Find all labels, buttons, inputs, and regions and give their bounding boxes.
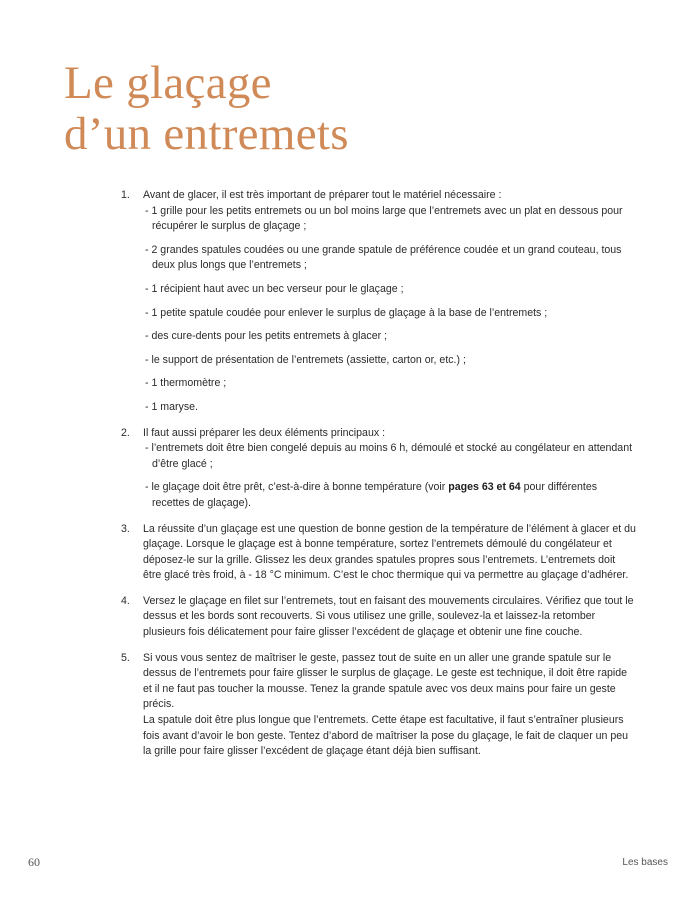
equipment-item: - 2 grandes spatules coudées ou une grande spatule de préférence coudée et un grand couteau, tous deux plus longs que l’entremets ; xyxy=(145,243,622,272)
page-title xyxy=(64,58,349,160)
step-number: 1. xyxy=(121,189,130,201)
section-name: Les bases xyxy=(622,857,668,868)
page-reference-link[interactable]: pages 63 et 64 xyxy=(448,481,521,494)
step-text: Versez le glaçage en filet sur l’entremets, tout en faisant des mouvements circulaires. Vérifiez que tout le dessus et les bords sont recouverts. Si vous utilisez une grille, soulevez-la et laissez-la retomber plusieurs fois délicatement pour faire glisser l’excédent de glaçage et obtenir une fine couche. xyxy=(143,594,634,639)
step-1 xyxy=(121,188,636,416)
step-2 xyxy=(121,426,636,512)
preparation-item: - l’entremets doit être bien congelé depuis au moins 6 h, démoulé et stocké au congélateur en attendant d’être glacé ; xyxy=(145,442,633,470)
step-number: 4. xyxy=(121,594,130,607)
step-intro: Il faut aussi préparer les deux éléments principaux : xyxy=(143,426,386,439)
step-5 xyxy=(121,651,636,760)
instructions-list xyxy=(121,188,636,770)
step-4 xyxy=(121,594,636,641)
step-text: La spatule doit être plus longue que l’entremets. Cette étape est facultative, il faut s’entraîner plusieurs fois avant d’avoir le bon geste. Tentez d’abord de maîtriser la pose du glaçage, le fait de claquer un peu la grille pour faire glisser l’excédent de glaçage étant déjà bien suffisant. xyxy=(143,714,629,758)
step-3 xyxy=(121,522,636,584)
equipment-item: - 1 thermomètre ; xyxy=(145,377,227,390)
step-number: 3. xyxy=(121,522,130,535)
equipment-item: - 1 petite spatule coudée pour enlever le surplus de glaçage à la base de l’entremets ; xyxy=(145,306,548,319)
preparation-item-text: - le glaçage doit être prêt, c’est-à-dire à bonne température (voir xyxy=(145,481,449,494)
page-title-line-2: d’un entremets xyxy=(64,108,349,160)
step-text: Si vous vous sentez de maîtriser le geste, passez tout de suite en un aller une grande spatule sur le dessus de l’entremets pour faire glisser le surplus de glaçage. Le geste est technique, il doit être rapide et il ne faut pas toucher la mousse. Tenez la grande spatule avec vos deux mains pour faire un geste précis. xyxy=(143,651,628,711)
equipment-item: - 1 récipient haut avec un bec verseur pour le glaçage ; xyxy=(145,282,404,295)
step-number: 5. xyxy=(121,651,130,664)
equipment-item: - le support de présentation de l’entremets (assiette, carton or, etc.) ; xyxy=(145,353,466,366)
step-intro: Avant de glacer, il est très important de préparer tout le matériel nécessaire : xyxy=(143,189,502,201)
page-title-line-1: Le glaçage xyxy=(64,57,272,109)
equipment-item: - 1 maryse. xyxy=(145,400,198,413)
equipment-item: - 1 grille pour les petits entremets ou un bol moins large que l’entremets avec un plat en dessous pour récupérer le surplus de glaçage ; xyxy=(145,204,623,233)
preparation-item xyxy=(145,480,636,511)
preparation-item-text: pour différentes recettes de glaçage). xyxy=(152,481,598,509)
step-text: La réussite d’un glaçage est une question de bonne gestion de la température de l’élément à glacer et du glaçage. Lorsque le glaçage est à bonne température, sortez l’entremets démoulé du congélateur et déposez-le sur la grille. Glissez les deux grandes spatules propres sous l’entremets. L’entremets doit être glacé très froid, à - 18 °C minimum. C’est le choc thermique qui va permettre au glaçage d’adhérer. xyxy=(143,522,636,582)
equipment-item: - des cure-dents pour les petits entremets à glacer ; xyxy=(145,330,388,343)
page-number: 60 xyxy=(28,855,40,869)
step-number: 2. xyxy=(121,426,130,439)
